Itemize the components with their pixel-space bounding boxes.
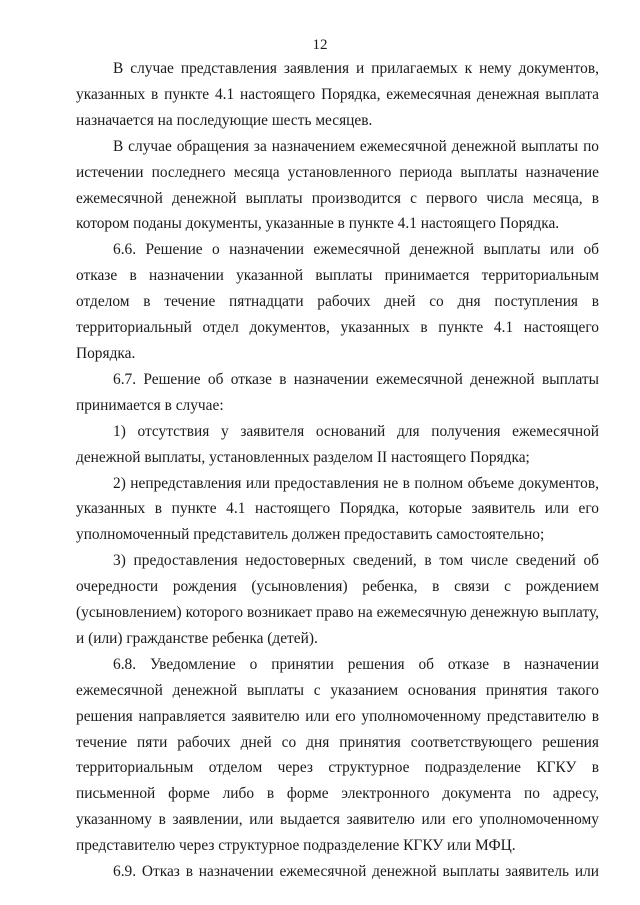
list-item-refusal-2: 2) непредставления или предоставления не в полном объеме документов, указанных в пункте 4.1 настоящего Порядка, которые заявитель или его уполномоченный представитель должен предоставить самостоятельно; [76, 474, 599, 544]
document-body [76, 56, 599, 885]
paragraph-payment-six-months: В случае представления заявления и прилагаемых к нему документов, указанных в пункте 4.1 настоящего Порядка, ежемесячная денежная выплата назначается на последующие шесть месяцев. [76, 60, 599, 129]
list-item-refusal-1: 1) отсутствия у заявителя оснований для получения ежемесячной денежной выплаты, установленных разделом II настоящего Порядка; [76, 422, 599, 466]
page-number: 12 [312, 37, 328, 53]
paragraph-payment-after-period: В случае обращения за назначением ежемесячной денежной выплаты по истечении последнего месяца установленного периода выплаты назначение ежемесячной денежной выплаты производится с первого числа месяца, в котором поданы документы, указанные в пункте 4.1 настоящего Порядка. [76, 137, 599, 233]
paragraph-6-9-appeal: 6.9. Отказ в назначении ежемесячной денежной выплаты заявитель или [113, 863, 599, 881]
paragraph-6-7-refusal: 6.7. Решение об отказе в назначении ежемесячной денежной выплаты принимается в случае: [76, 370, 599, 414]
paragraph-6-8-notification: 6.8. Уведомление о принятии решения об отказе в назначении ежемесячной денежной выплаты с указанием основания принятия такого решения направляется заявителю или его уполномоченному представителю в течение пяти рабочих дней со дня принятия соответствующего решения территориальным отделом через структурное подразделение КГКУ в письменной форме либо в форме электронного документа по адресу, указанному в заявлении, или выдается заявителю или его уполномоченному представителю через структурное подразделение КГКУ или МФЦ. [76, 655, 599, 855]
list-item-refusal-3: 3) предоставления недостоверных сведений, в том числе сведений об очередности рождения (усыновления) ребенка, в связи с рождением (усыновлением) которого возникает право на ежемесячную денежную выплату, и (или) гражданстве ребенка (детей). [76, 552, 599, 647]
paragraph-6-6-decision: 6.6. Решение о назначении ежемесячной денежной выплаты или об отказе в назначении указанной выплаты принимается территориальным отделом в течение пятнадцати рабочих дней со дня поступления в территориальный отдел документов, указанных в пункте 4.1 настоящего Порядка. [76, 241, 599, 362]
